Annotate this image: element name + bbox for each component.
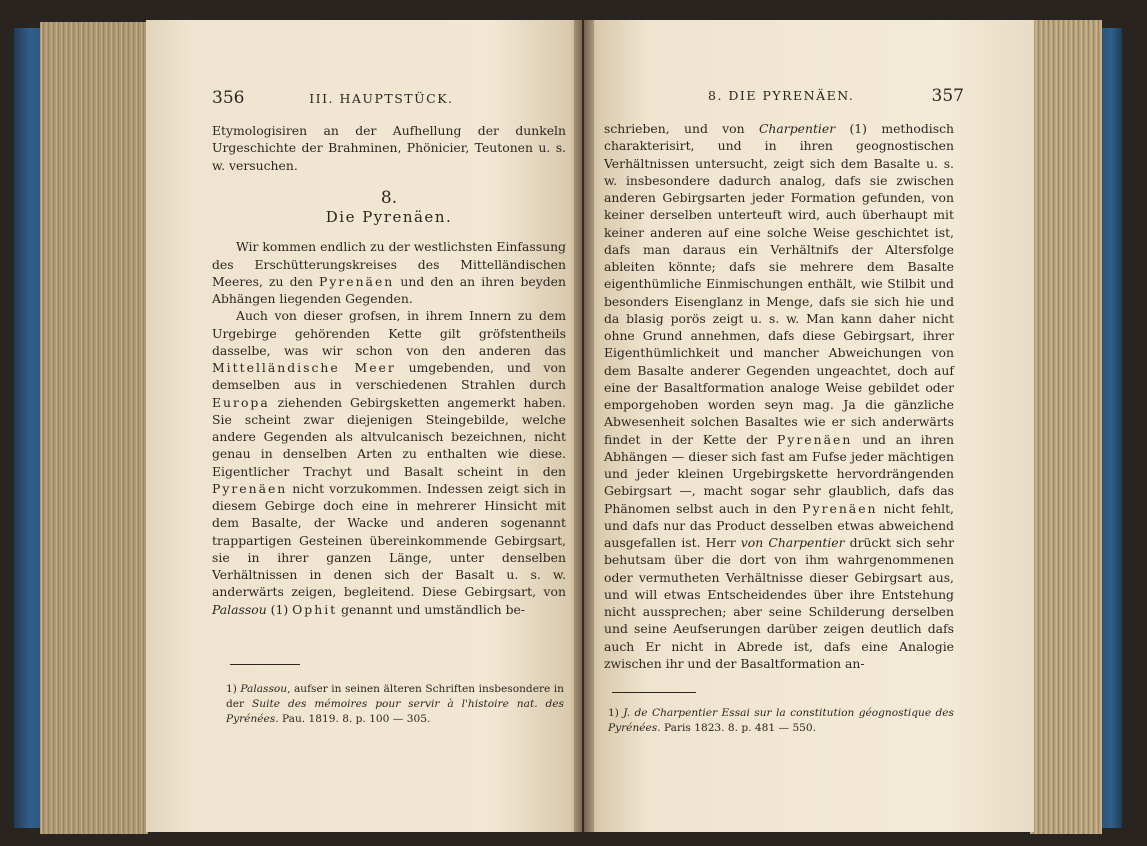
left-footnote-rule [230, 664, 300, 665]
left-footnote: 1) Palassou, aufser in seinen älteren Schriften insbesondere in der Suite des mémoires pour servir à l'histoire nat. des Pyrénées. Pau. 1819. 8. p. 100 — 305. [226, 683, 565, 725]
right-running-head [604, 86, 964, 106]
left-page-number: 356 [212, 88, 245, 108]
book-gutter [574, 20, 594, 832]
section-number: 8. [380, 187, 398, 208]
left-running-head [212, 88, 566, 108]
left-running-title: III. HAUPTSTÜCK. [309, 91, 454, 106]
continuation-paragraph: Etymologisiren an der Aufhellung der dunkeln Urgeschichte der Brahminen, Phönicier, Teutonen u. s. w. versuchen. [212, 123, 566, 173]
right-paragraph: schrieben, und von Charpentier (1) methodisch charakterisirt, und in ihren geognostischen Verhältnissen untersucht, zeigt sich dem Basalte u. s. w. insbesondere dadurch analog, dafs sie zwischen anderen Gebirgsarten jeder Formation gefunden, von keiner derselben unterteuft wird, auch überhaupt mit keiner anderen auf eine solche Weise geschichtet ist, dafs man daraus ein Verhältnifs der Altersfolge ableiten könnte; dafs sie mehrere dem Basalte eigenthümliche Einmischungen enthält, wie Stilbit und besonders Eisenglanz in Menge, dafs sie sich hie und da blasig porös zeigt u. s. w. Man kann daher nicht ohne Grund annehmen, dafs diese Gebirgsart, ihrer Eigenthümlichkeit und mancher Abweichungen von dem Basalte anderer Gegenden ungeachtet, doch auf eine der Basaltformation analoge Weise gebildet oder emporgehoben worden seyn mag. Ja die gänzliche Abwesenheit solchen Basaltes wie er sich anderwärts findet in der Kette der Pyrenäen und an ihren Abhängen — dieser sich fast am Fufse jeder mächtigen und jeder kleinen Urgebirgskette hervordrängenden Gebirgsart —, macht sogar sehr glaublich, dafs das Phänomen selbst auch in den Pyrenäen nicht fehlt, und dafs nur das Product desselben etwas abweichend ausgefallen ist. Herr von Charpentier drückt sich sehr behutsam über die dort von ihm wahrgenommenen oder vermutheten Verhältnisse dieser Gebirgsart aus, und will etwas Entscheidendes über ihre Entstehung nicht aussprechen; aber seine Schilderung derselben und seine Aeufserungen darüber zeigen deutlich dafs auch Er nicht in Abrede ist, dafs eine Analogie zwischen ihr und der Basaltformation an- [604, 121, 955, 671]
right-running-title: 8. DIE PYRENÄEN. [708, 88, 855, 103]
right-footnote: 1) J. de Charpentier Essai sur la constitution géognostique des Pyrénées. Paris 1823. 8. p. 481 — 550. [608, 707, 954, 734]
right-footnote-rule [612, 692, 696, 693]
left-page-body [212, 122, 566, 618]
right-page-edges [1030, 20, 1102, 834]
paragraph-1: Wir kommen endlich zu der westlichsten Einfassung des Erschütterungskreises des Mittelländischen Meeres, zu den Pyrenäen und den an ihren beyden Abhängen liegenden Gegenden. [212, 239, 566, 306]
right-page-body [604, 120, 954, 672]
right-page-number: 357 [931, 86, 964, 106]
paragraph-2: Auch von dieser grofsen, in ihrem Innern zu dem Urgebirge gehörenden Kette gilt gröfstentheils dasselbe, was wir schon von den anderen das Mittelländische Meer umgebenden, und von demselben aus in verschiedenen Strahlen durch Europa ziehenden Gebirgsketten angemerkt haben. Sie scheint zwar diejenigen Steingebilde, welche andere Gegenden als altvulcanisch bezeichnen, nicht genau in denselben Arten zu enthalten wie diese. Eigentlicher Trachyt und Basalt scheint in den Pyrenäen nicht vorzukommen. Indessen zeigt sich in diesem Gebirge doch eine in mehrerer Hinsicht mit dem Basalte, der Wacke und anderen sogenannt trappartigen Gesteinen übereinkommende Gebirgsart, sie in ihrer ganzen Länge, unter denselben Verhältnissen in denen sich der Basalt u. s. w. anderwärts zeigen, begleitend. Diese Gebirgsart, von Palassou (1) Ophit genannt und umständlich be- [212, 308, 566, 617]
section-title: Die Pyrenäen. [325, 208, 453, 226]
left-page-edges [40, 22, 148, 834]
